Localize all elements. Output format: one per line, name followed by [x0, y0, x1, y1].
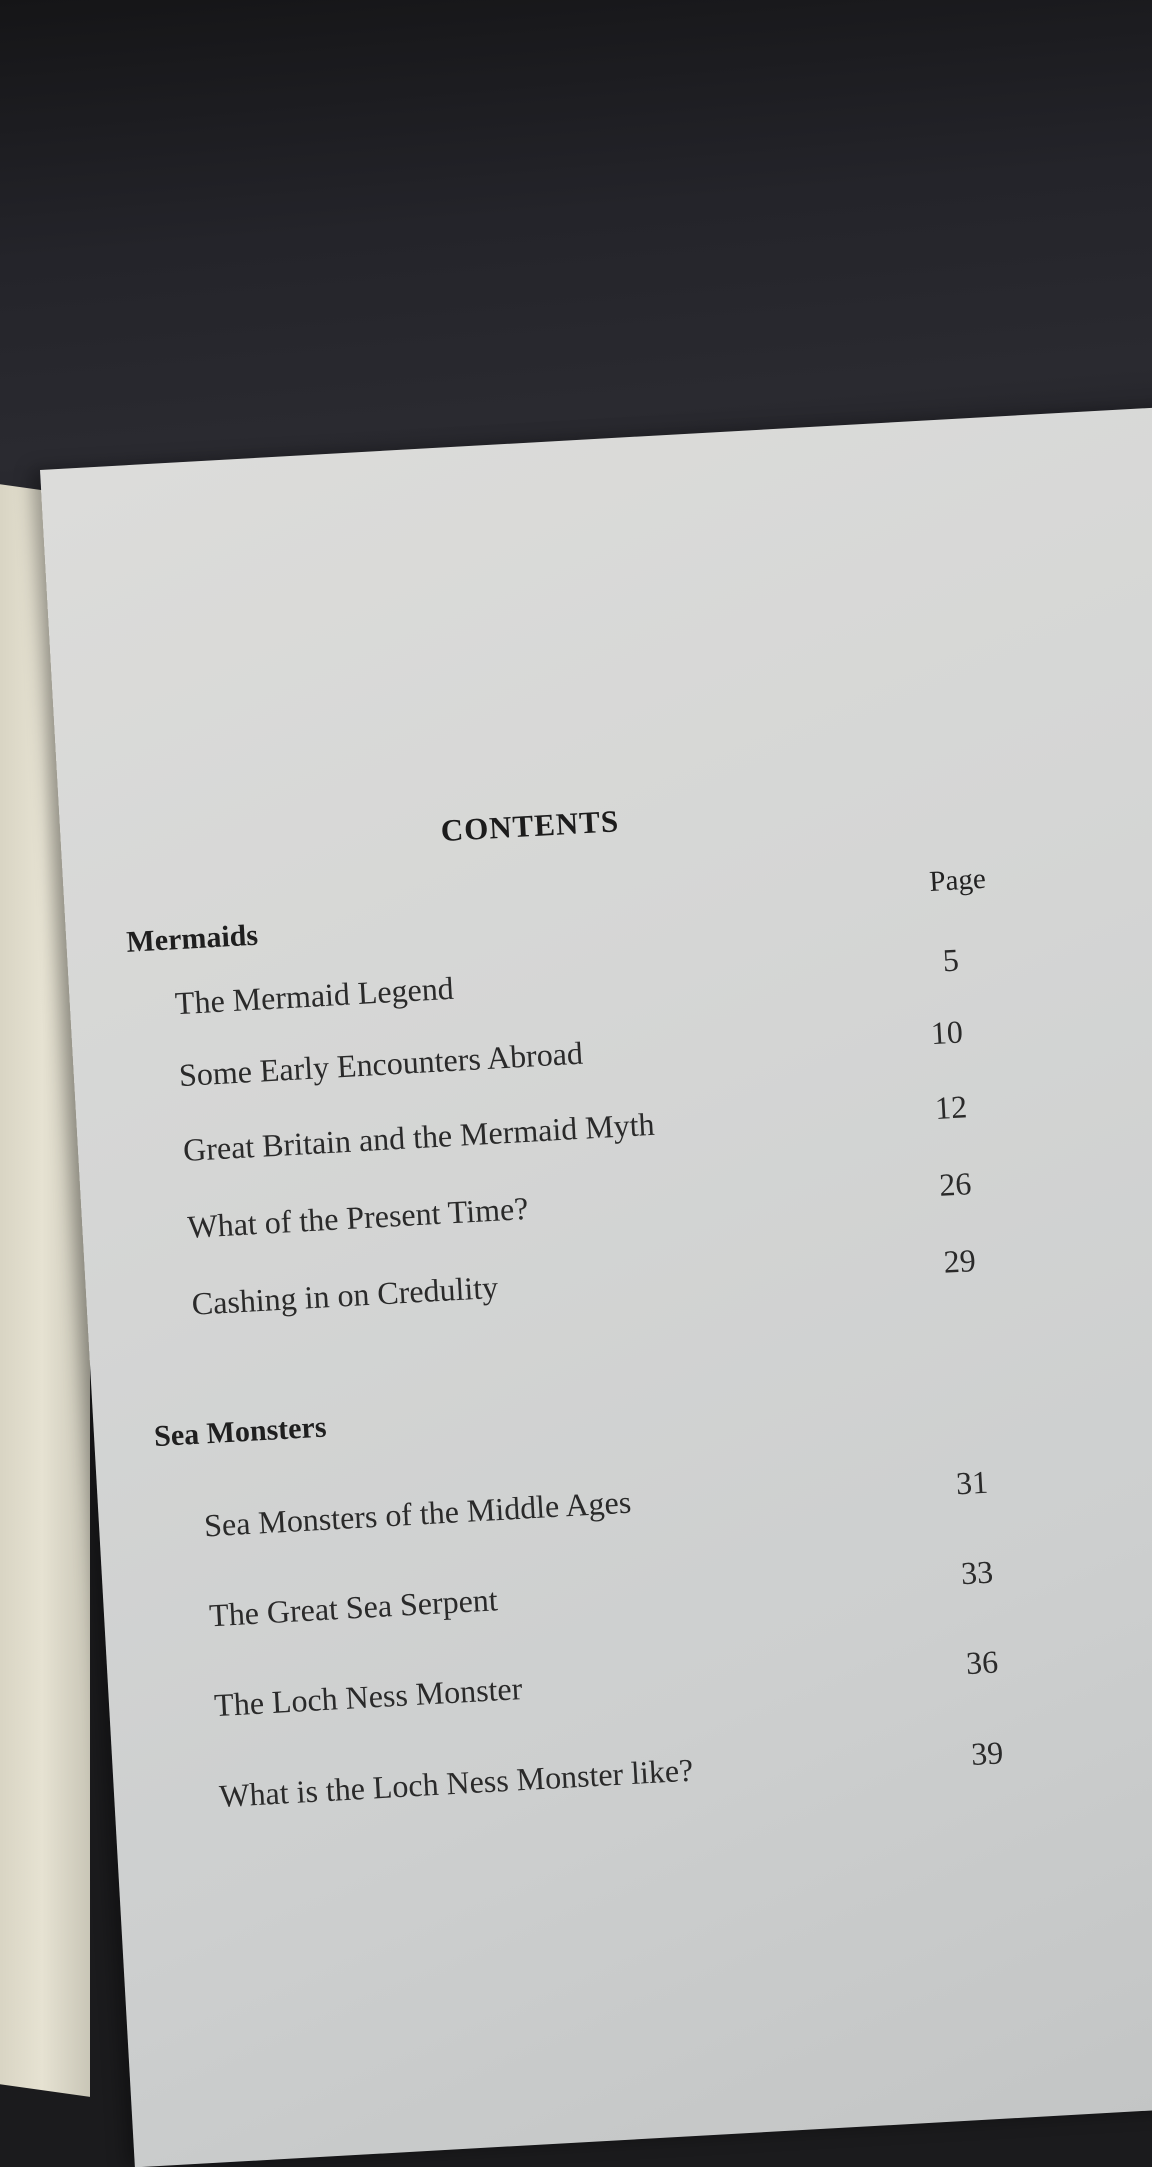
toc-entry-title: Sea Monsters of the Middle Ages [203, 1483, 633, 1544]
toc-entry-title: Some Early Encounters Abroad [177, 1034, 584, 1094]
page-column-label: Page [928, 862, 987, 898]
toc-entry-page: 36 [965, 1643, 1000, 1682]
toc-entry [98, 1449, 1152, 1557]
toc-entry [113, 1720, 1152, 1828]
toc-entry-title: What of the Present Time? [186, 1189, 530, 1245]
toc-entry-title: The Great Sea Serpent [208, 1581, 499, 1634]
toc-entry-page: 26 [938, 1165, 973, 1203]
toc-entry-page: 5 [941, 941, 960, 979]
toc-entry-title: What is the Loch Ness Monster like? [218, 1751, 695, 1815]
toc-entry-page: 33 [960, 1553, 994, 1592]
toc-entry-title: The Loch Ness Monster [213, 1670, 524, 1724]
toc-entry-title: Cashing in on Credulity [190, 1268, 499, 1322]
toc-entry-page: 29 [942, 1242, 977, 1280]
toc-entry-page: 10 [929, 1013, 964, 1052]
toc-entry-title: The Mermaid Legend [173, 969, 455, 1022]
toc-entry-page: 12 [934, 1088, 968, 1127]
page-title: CONTENTS [439, 803, 621, 849]
section-heading-mermaids: Mermaids [125, 918, 259, 959]
toc-entry [108, 1629, 1152, 1737]
toc-entry-page: 39 [970, 1734, 1005, 1772]
contents-page [40, 406, 1152, 2068]
toc-entry-page: 31 [954, 1463, 989, 1502]
toc-entry [103, 1539, 1152, 1647]
book-page [40, 403, 1152, 2167]
toc-entry-title: Great Britain and the Mermaid Myth [182, 1105, 656, 1169]
section-heading-sea-monsters: Sea Monsters [153, 1410, 328, 1454]
